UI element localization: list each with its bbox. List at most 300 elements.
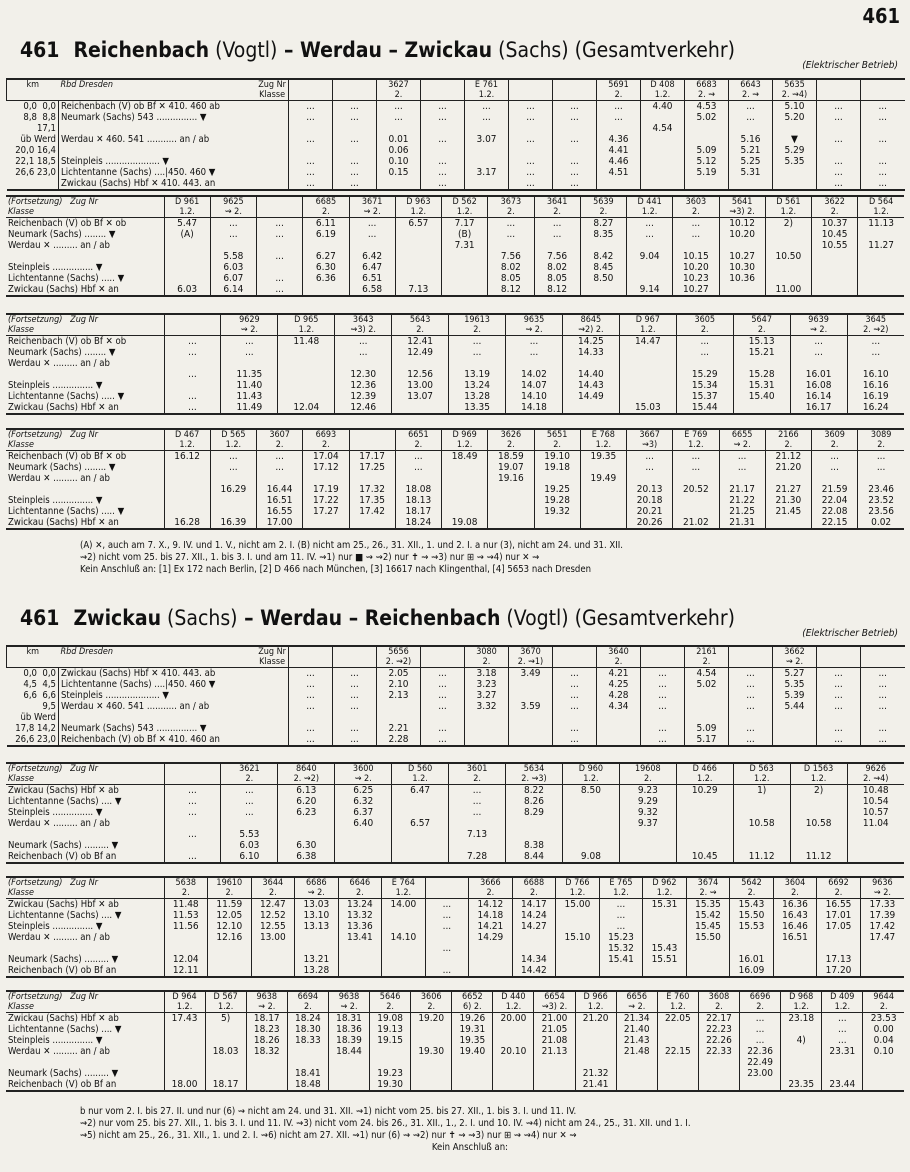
train-times: 21.00 21.05 21.08 21.13 [534,1013,575,1092]
train-times: 11.48 11.53 11.56 12.04 12.11 [164,899,208,978]
train-header: D 1563 1.2. [790,763,847,785]
train-header: 9629 ⇝ 2. [221,314,278,336]
title-station-3-suffix: (Sachs) [492,38,569,62]
station-list: Zwickau (Sachs) Hbf ✕ 410. 443. ab Lichtentanne (Sachs) ....|450. 460 ▼ Steinpleis .................... ▼ Werdau ✕ 460. 541 ........... an / ab Neumark (Sachs) 543 ............... ▼ Reichenbach (V) ob Bf ✕ 410. 460 an [59,668,289,747]
train-header: D 964 1.2. [164,991,205,1013]
train-times: ... ... 20.52 21.02 [673,451,719,530]
rbd-label: Rbd Dresden [60,80,114,90]
train-times: ... ... ... ... ... ... [817,668,861,747]
train-times: ... ... 15.29 15.34 15.37 15.44 [676,336,733,415]
train-header: 3643 ⇝3) 2. [335,314,392,336]
train-times: 10.48 10.54 10.57 11.04 [847,785,904,864]
train-times: 15.31 15.43 15.51 [643,899,687,978]
train-header: 19610 2. [208,877,252,899]
train-header [509,79,553,101]
train-header: 3670 2. ⇝1) [509,646,553,668]
train-header: D 967 1.2. [619,314,676,336]
station-list: Zwickau (Sachs) Hbf ✕ ab Lichtentanne (Sachs) .... ▼ Steinpleis ............... ▼ Werdau ✕ ......... an / ab Neumark (Sachs) ......... ▼ Reichenbach (V) ob Bf an [8,1013,122,1090]
train-times: 11.13 11.27 [858,218,904,297]
timetable-block [6,428,904,530]
footnote-line: Kein Anschluß an: [1] Ex 172 nach Berlin, [2] D 466 nach München, [3] 16617 nach Klingenthal, [4] 5653 nach Dresden [80,564,592,575]
rbd-label: Rbd Dresden [60,647,114,657]
train-times: 11.48 12.04 [278,336,335,415]
title-station-2: Werdau [299,38,382,62]
train-times: 4.54 5.02 5.09 5.17 [685,668,729,747]
train-times: 10.29 10.45 [676,785,733,864]
train-times: 22.17 22.23 22.26 22.33 [698,1013,739,1092]
train-times: ... ... ... ... ... ... [553,668,597,747]
train-header: 2161 2. [685,646,729,668]
train-header: 19613 2. [449,314,506,336]
train-times: 5.27 5.35 5.39 5.44 [773,668,817,747]
station-list: Zwickau (Sachs) Hbf ✕ ab Lichtentanne (Sachs) .... ▼ Steinpleis ............... ▼ Werdau ✕ ......... an / ab Neumark (Sachs) ......... ▼ Reichenbach (V) ob Bf an [8,899,122,976]
train-times: ... ... ... ... ... [164,336,221,415]
km-column: 0,0 0,0 4,5 4,5 6,6 6,6 9,5 üb Werd 17,8 14,2 26,6 23,0 [15,668,56,745]
train-header: 3622 2. [812,196,858,218]
train-times: 21.20 21.32 21.41 [575,1013,616,1092]
train-header [553,79,597,101]
train-times: 17.33 17.39 17.42 17.47 [860,899,904,978]
station-list: Reichenbach (V) ob Bf ✕ ob Neumark (Sachs) ........ ▼ Werdau ✕ ......... an / ab Steinpleis ............... ▼ Lichtentanne (Sachs) ..... ▼ Zwickau (Sachs) Hbf ✕ an [8,218,127,295]
title-station-1: Zwickau [73,606,162,630]
train-header: 3080 2. [465,646,509,668]
train-header: 19608 2. [619,763,676,785]
train-header: 5635 2. ⇝4) [773,79,817,101]
train-header: D 440 1.2. [493,991,534,1013]
footnote-line: Kein Anschluß an: [431,1142,509,1153]
train-header: 3621 2. [221,763,278,785]
train-times: ... ... ... ... ... [425,899,469,978]
train-times: 14.17 14.24 14.27 14.34 14.42 [512,899,556,978]
train-times: 16.12 16.28 [164,451,210,530]
train-header: 5642 2. [730,877,774,899]
train-header: 6692 2. [817,877,861,899]
train-times: 10.12 10.20 10.27 10.30 10.36 [719,218,765,297]
train-times: 5.47 (A) 6.03 [164,218,210,297]
train-header: D 969 1.2. [442,429,488,451]
train-header [333,646,377,668]
station-list: Reichenbach (V) ob Bf ✕ ob Neumark (Sachs) ........ ▼ Werdau ✕ ......... an / ab Steinpleis ............... ▼ Lichtentanne (Sachs) ..... ▼ Zwickau (Sachs) Hbf ✕ an [8,336,127,413]
train-times: 6.57 7.13 [395,218,441,297]
train-header: D 960 1.2. [562,763,619,785]
train-times: ... ... 0.01 0.06 0.10 0.15 [377,101,421,191]
train-times: 12.41 12.49 12.56 13.00 13.07 [392,336,449,415]
train-times: 5) 18.03 18.17 [205,1013,246,1092]
train-header: 3609 2. [812,429,858,451]
train-header: E 761 1.2. [465,79,509,101]
zug-label: Zug Nr Klasse [258,80,286,100]
train-header: 3601 2. [449,763,506,785]
train-times: ... ... ... ... ... ... [289,101,333,191]
train-header: D 962 1.2. [643,877,687,899]
train-header: D 408 1.2. [641,79,685,101]
train-header [641,646,685,668]
train-header: D 968 1.2. [781,991,822,1013]
train-header: 5634 2. ⇝3) [506,763,563,785]
train-header: 3608 2. [698,991,739,1013]
train-header: D 561 1.2. [765,196,811,218]
train-times: 19.10 19.18 19.25 19.28 19.32 [534,451,580,530]
train-header: 6654 ⇝3) 2. [534,991,575,1013]
train-times: ... ... ... ... ... ... [553,101,597,191]
electric-note: (Elektrischer Betrieb) [802,628,898,639]
train-header: 8645 ⇝2) 2. [562,314,619,336]
train-header: 6656 ⇝ 2. [616,991,657,1013]
train-times: ... ... 5.16 5.21 5.25 5.31 [729,101,773,191]
train-header: 3627 2. [377,79,421,101]
train-header: 5639 2. [580,196,626,218]
timetable-block [6,195,904,297]
train-header: 3662 ⇝ 2. [773,646,817,668]
train-times: 23.53 0.00 0.04 0.10 [863,1013,904,1092]
train-header: 5647 2. [733,314,790,336]
train-times: 12.47 12.52 12.55 13.00 [251,899,295,978]
train-times: 14.12 14.18 14.21 14.29 [469,899,513,978]
train-times: ... ... ... ... ... ... [333,668,377,747]
timetable-block [6,313,904,415]
train-times: ... ... ... ... ... ... [729,668,773,747]
train-times: 8.22 8.26 8.29 8.38 8.44 [506,785,563,864]
electric-note: (Elektrischer Betrieb) [802,60,898,71]
train-times: 19.26 19.31 19.35 19.40 [452,1013,493,1092]
train-header: E 765 1.2. [599,877,643,899]
train-times: 17.04 17.12 17.19 17.22 17.27 [303,451,349,530]
train-times: ... ... 14.02 14.07 14.10 14.18 [506,336,563,415]
train-times: ... ... ... ... ... ... [861,101,905,191]
train-header [333,79,377,101]
train-header: 9635 ⇝ 2. [506,314,563,336]
train-times: ... ... 3.07 3.17 [465,101,509,191]
train-times: ... ... 21.17 21.22 21.25 21.31 [719,451,765,530]
train-times: ... ... 20.13 20.18 20.21 20.26 [627,451,673,530]
train-header: 3673 2. [488,196,534,218]
train-header: 9638 ⇝ 2. [328,991,369,1013]
train-header: 9644 2. [863,991,904,1013]
train-header: 3605 2. [676,314,733,336]
train-header: D 563 1.2. [733,763,790,785]
train-times: 4.40 4.54 [641,101,685,191]
train-header: 5656 2. ⇝2) [377,646,421,668]
zug-label: Zug Nr Klasse [258,647,286,667]
train-times: 6.47 6.57 [392,785,449,864]
train-times: 8.27 8.35 8.42 8.45 8.50 [580,218,626,297]
train-times: 5.10 5.20 ▼ 5.29 5.35 [773,101,817,191]
train-header: D 562 1.2. [442,196,488,218]
train-header: 6651 2. [395,429,441,451]
train-header: 3626 2. [488,429,534,451]
train-header: 6655 ⇝ 2. [719,429,765,451]
train-times: 21.34 21.40 21.43 21.48 [616,1013,657,1092]
rbd-header [59,646,289,668]
train-header: D 466 1.2. [676,763,733,785]
timetable-block [6,645,905,747]
train-header: 6643 2. ⇝ [729,79,773,101]
train-header: 6652 6) 2. [452,991,493,1013]
train-header: 3674 2. ⇝ [686,877,730,899]
fortsetzung-header: (Fortsetzung) Zug Nr Klasse [6,991,164,1013]
title-station-2: Werdau [260,606,343,630]
train-header: 3667 ⇝3) [627,429,673,451]
table-number: 461 [20,606,60,630]
train-header: E 769 1.2. [673,429,719,451]
train-header: E 760 1.2. [657,991,698,1013]
fortsetzung-header: (Fortsetzung) Zug Nr Klasse [6,429,164,451]
footnotes-northbound [80,540,860,576]
station-list: Reichenbach (V) ob Bf ✕ ob Neumark (Sachs) ........ ▼ Werdau ✕ ......... an / ab Steinpleis ............... ▼ Lichtentanne (Sachs) ..... ▼ Zwickau (Sachs) Hbf ✕ an [8,451,127,528]
train-times: ... ... 16.44 16.51 16.55 17.00 [257,451,303,530]
train-header: 5646 2. [370,991,411,1013]
train-header: 3641 2. [534,196,580,218]
train-times: 4.21 4.25 4.28 4.34 [597,668,641,747]
fortsetzung-header: (Fortsetzung) Zug Nr Klasse [6,763,164,785]
train-header: D 963 1.2. [395,196,441,218]
title-station-1: Reichenbach [73,38,210,62]
train-header: 3089 2. [858,429,904,451]
train-times: ... ... ... 7.13 7.28 [449,785,506,864]
timetable-block [6,990,904,1092]
fortsetzung-header: (Fortsetzung) Zug Nr Klasse [6,314,164,336]
rbd-header [59,79,289,101]
train-header: 9626 2. ⇝4) [847,763,904,785]
train-header [817,79,861,101]
timetable-title-southbound [20,606,735,630]
train-header: D 441 1.2. [627,196,673,218]
train-header: 3606 2. [411,991,452,1013]
train-times: 4.53 5.02 5.09 5.12 5.19 [685,101,729,191]
train-header: 6683 2. ⇝ [685,79,729,101]
station-list: Reichenbach (V) ob Bf ✕ 410. 460 ab Neumark (Sachs) 543 ............... ▼ Werdau ✕ 460. 541 ........... an / ab Steinpleis .................... ▼ Lichtentanne (Sachs) ....|450. 460 ▼ Zwickau (Sachs) Hbf ✕ 410. 443. an [59,101,289,191]
train-header [861,79,905,101]
train-header: D 966 1.2. [575,991,616,1013]
train-header: 6693 2. [303,429,349,451]
train-header [421,646,465,668]
page-number: 461 [862,4,900,28]
title-station-1-suffix: (Vogtl) [209,38,278,62]
title-station-1-suffix: (Sachs) [161,606,238,630]
title-dash: – [277,38,300,62]
train-header: 3640 2. [597,646,641,668]
train-header: D 467 1.2. [164,429,210,451]
train-header: 3671 ⇝ 2. [349,196,395,218]
train-header [257,196,303,218]
train-times: 3.18 3.23 3.27 3.32 [465,668,509,747]
train-times: 15.35 15.42 15.45 15.50 [686,899,730,978]
train-header: 5651 2. [534,429,580,451]
train-header: D 560 1.2. [392,763,449,785]
train-header: 5641 ⇝3) 2. [719,196,765,218]
train-header: 3645 2. ⇝2) [847,314,904,336]
train-times: 15.43 15.50 15.53 16.01 16.09 [730,899,774,978]
train-header: 9638 ⇝ 2. [246,991,287,1013]
train-times: ... ... ... 23.31 23.44 [822,1013,863,1092]
timetable-block [6,78,905,191]
train-times: ... ... 10.15 10.20 10.23 10.27 [673,218,719,297]
train-times: 8.50 9.08 [562,785,619,864]
train-times: 16.55 17.01 17.05 17.13 17.20 [817,899,861,978]
title-scope: (Gesamtverkehr) [568,38,736,62]
train-times: ... ... 9.04 9.14 [627,218,673,297]
train-header: 3666 2. [469,877,513,899]
train-times: ... ... 6.42 6.47 6.51 6.58 [349,218,395,297]
train-times: ... ... ... ... ... ... [817,101,861,191]
train-header [289,646,333,668]
train-times: 23.18 4) 23.35 [781,1013,822,1092]
title-station-3-suffix: (Vogtl) [500,606,569,630]
train-times: ... ... 5.58 6.03 6.07 6.14 [210,218,256,297]
train-header: E 768 1.2. [580,429,626,451]
train-header: D 409 1.2. [822,991,863,1013]
train-times: 17.17 17.25 17.32 17.35 17.42 [349,451,395,530]
train-header [425,877,469,899]
train-times: ... ... ... ... ... ... [509,101,553,191]
train-times: ... ... 13.19 13.24 13.28 13.35 [449,336,506,415]
train-header [861,646,905,668]
train-header [729,646,773,668]
train-times: 6.11 6.19 6.27 6.30 6.36 [303,218,349,297]
footnote-line: b nur vom 2. I. bis 27. II. und nur (6) ⇝ nicht am 24. und 31. XII. ⇝1) nicht vom 25. bis 27. XII., 1. bis 3. I. und 11. IV. [80,1106,577,1117]
title-station-3: Zwickau [404,38,493,62]
train-times: 18.17 18.23 18.26 18.32 [246,1013,287,1092]
footnote-line: ⇝5) nicht am 25., 26., 31. XII., 1. und 2. I. ⇝6) nicht am 27. XII. ⇝1) nur (6) ⇝ ⇝2) nur ✝ ⇝ ⇝3) nur ⊞ ⇝ ⇝4) nur ✕ ⇝ [80,1130,577,1141]
train-times: 21.12 21.20 21.27 21.30 21.45 [765,451,811,530]
train-times: 15.13 15.21 15.28 15.31 15.40 [733,336,790,415]
train-header [349,429,395,451]
train-times: 16.36 16.43 16.46 16.51 [773,899,817,978]
km-column: 0,0 0,0 8,8 8,8 17,1 üb Werd 20,0 16,4 22,1 18,5 26,6 23,0 [15,101,56,178]
train-times: ... ... 16.01 16.08 16.14 16.17 [790,336,847,415]
train-header: D 766 1.2. [556,877,600,899]
train-header: 3607 2. [257,429,303,451]
train-times: 3.49 3.59 [509,668,553,747]
train-header: 3644 2. [251,877,295,899]
train-times: 9.23 9.29 9.32 9.37 [619,785,676,864]
train-times: 2) 10.50 11.00 [765,218,811,297]
train-times: 6.25 6.32 6.37 6.40 [335,785,392,864]
train-times: 2) 10.58 11.12 [790,785,847,864]
train-times: 1) 10.58 11.12 [733,785,790,864]
train-times: 19.08 19.13 19.15 19.23 19.30 [370,1013,411,1092]
train-times: 18.24 18.30 18.33 18.41 18.48 [287,1013,328,1092]
train-header: 6694 2. [287,991,328,1013]
train-times: ... ... 21.59 22.04 22.08 22.15 [812,451,858,530]
footnotes-southbound [80,1106,860,1154]
train-times: ... ... ... 15.23 15.32 15.41 [599,899,643,978]
title-scope: (Gesamtverkehr) [568,606,736,630]
train-times: 10.37 10.45 10.55 [812,218,858,297]
title-dash: – [237,606,261,630]
train-times: 18.49 19.08 [442,451,488,530]
train-times: ... ... 16.10 16.16 16.19 16.24 [847,336,904,415]
train-header [164,763,221,785]
train-header: 3604 2. [773,877,817,899]
train-times: 14.47 15.03 [619,336,676,415]
train-header: 9636 ⇝ 2. [860,877,904,899]
train-header: 2166 2. [765,429,811,451]
train-times: 17.43 18.00 [164,1013,205,1092]
train-header: 5638 2. [164,877,208,899]
train-times: 15.00 15.10 [556,899,600,978]
train-header [553,646,597,668]
train-times: 20.00 20.10 [493,1013,534,1092]
train-header: D 567 1.2. [205,991,246,1013]
train-times: 19.20 19.30 [411,1013,452,1092]
train-header: 6685 2. [303,196,349,218]
train-header: 3603 2. [673,196,719,218]
train-times: 18.31 18.36 18.39 18.44 [328,1013,369,1092]
train-header: 6646 2. [338,877,382,899]
train-times: 19.35 19.49 [580,451,626,530]
train-times: ... ... 16.29 16.39 [210,451,256,530]
title-dash: – [381,38,405,62]
train-header: 9625 ⇝ 2. [210,196,256,218]
timetable-title-northbound [20,38,735,62]
train-times: ... ... 4.36 4.41 4.46 4.51 [597,101,641,191]
train-times: 14.00 14.10 [382,899,426,978]
train-header [421,79,465,101]
train-header: D 965 1.2. [278,314,335,336]
footnote-line: (A) ✕, auch am 7. X., 9. IV. und 1. V., nicht am 2. I. (B) nicht am 25., 26., 31. XII., 1. und 2. I. a nur (3), nicht am 24. und 31. XII. [80,540,624,551]
train-times: ... ... 7.56 8.02 8.05 8.12 [488,218,534,297]
table-number: 461 [20,38,60,62]
train-header [817,646,861,668]
train-times: ... ... 11.35 11.40 11.43 11.49 [221,336,278,415]
train-times: 13.24 13.32 13.36 13.41 [338,899,382,978]
train-header: 5691 2. [597,79,641,101]
train-times: ... ... 12.30 12.36 12.39 12.46 [335,336,392,415]
train-header: 9639 ⇝ 2. [790,314,847,336]
train-header [164,314,221,336]
train-times: 14.25 14.33 14.40 14.43 14.49 [562,336,619,415]
train-times: 6.13 6.20 6.23 6.30 6.38 [278,785,335,864]
train-times: ... ... ... ... ... ... [641,668,685,747]
train-times: ... ... 23.46 23.52 23.56 0.02 [858,451,904,530]
train-times: ... ... ... ... ... ... [421,101,465,191]
train-times: ... ... ... 22.36 22.49 23.00 [740,1013,781,1092]
station-list: Zwickau (Sachs) Hbf ✕ ab Lichtentanne (Sachs) .... ▼ Steinpleis ............... ▼ Werdau ✕ ......... an / ab Neumark (Sachs) ......... ▼ Reichenbach (V) ob Bf an [8,785,122,862]
title-station-3: Reichenbach [364,606,501,630]
train-header: 6696 2. [740,991,781,1013]
train-times: ... ... 7.56 8.02 8.05 8.12 [534,218,580,297]
km-header: km [7,79,59,101]
train-header: 5643 2. [392,314,449,336]
train-times: 13.03 13.10 13.13 13.21 13.28 [295,899,339,978]
train-times: ... ... ... ... ... ... [289,668,333,747]
train-times: 11.59 12.05 12.10 12.16 [208,899,252,978]
fortsetzung-header: (Fortsetzung) Zug Nr Klasse [6,877,164,899]
km-header: km [7,646,59,668]
title-dash: – [342,606,365,630]
train-times: ... ... ... 5.53 6.03 6.10 [221,785,278,864]
train-header: E 764 1.2. [382,877,426,899]
timetable-block [6,876,904,978]
footnote-line: ⇝2) nur vom 25. bis 27. XII., 1. bis 3. I. und 11. IV. ⇝3) nicht vom 24. bis 26., 31. XII., 1., 2. I. und 10. IV. ⇝4) nicht am 24., 25., 31. XII. und 1. I. [80,1118,691,1129]
train-times: 7.17 (B) 7.31 [442,218,488,297]
train-times: ... ... ... ... ... [257,218,303,297]
fortsetzung-header: (Fortsetzung) Zug Nr Klasse [6,196,164,218]
train-header: D 564 1.2. [858,196,904,218]
train-times: ... ... ... ... ... ... [333,101,377,191]
train-times: 2.05 2.10 2.13 2.21 2.28 [377,668,421,747]
train-times: ... ... ... ... ... ... [421,668,465,747]
train-header: 6688 2. [512,877,556,899]
timetable-block [6,762,904,864]
train-header: 3600 ⇝ 2. [335,763,392,785]
train-times: ... ... 18.08 18.13 18.17 18.24 [395,451,441,530]
train-times: 18.59 19.07 19.16 [488,451,534,530]
train-header: 6686 ⇝ 2. [295,877,339,899]
train-header: 8640 2. ⇝2) [278,763,335,785]
train-header: D 961 1.2. [164,196,210,218]
